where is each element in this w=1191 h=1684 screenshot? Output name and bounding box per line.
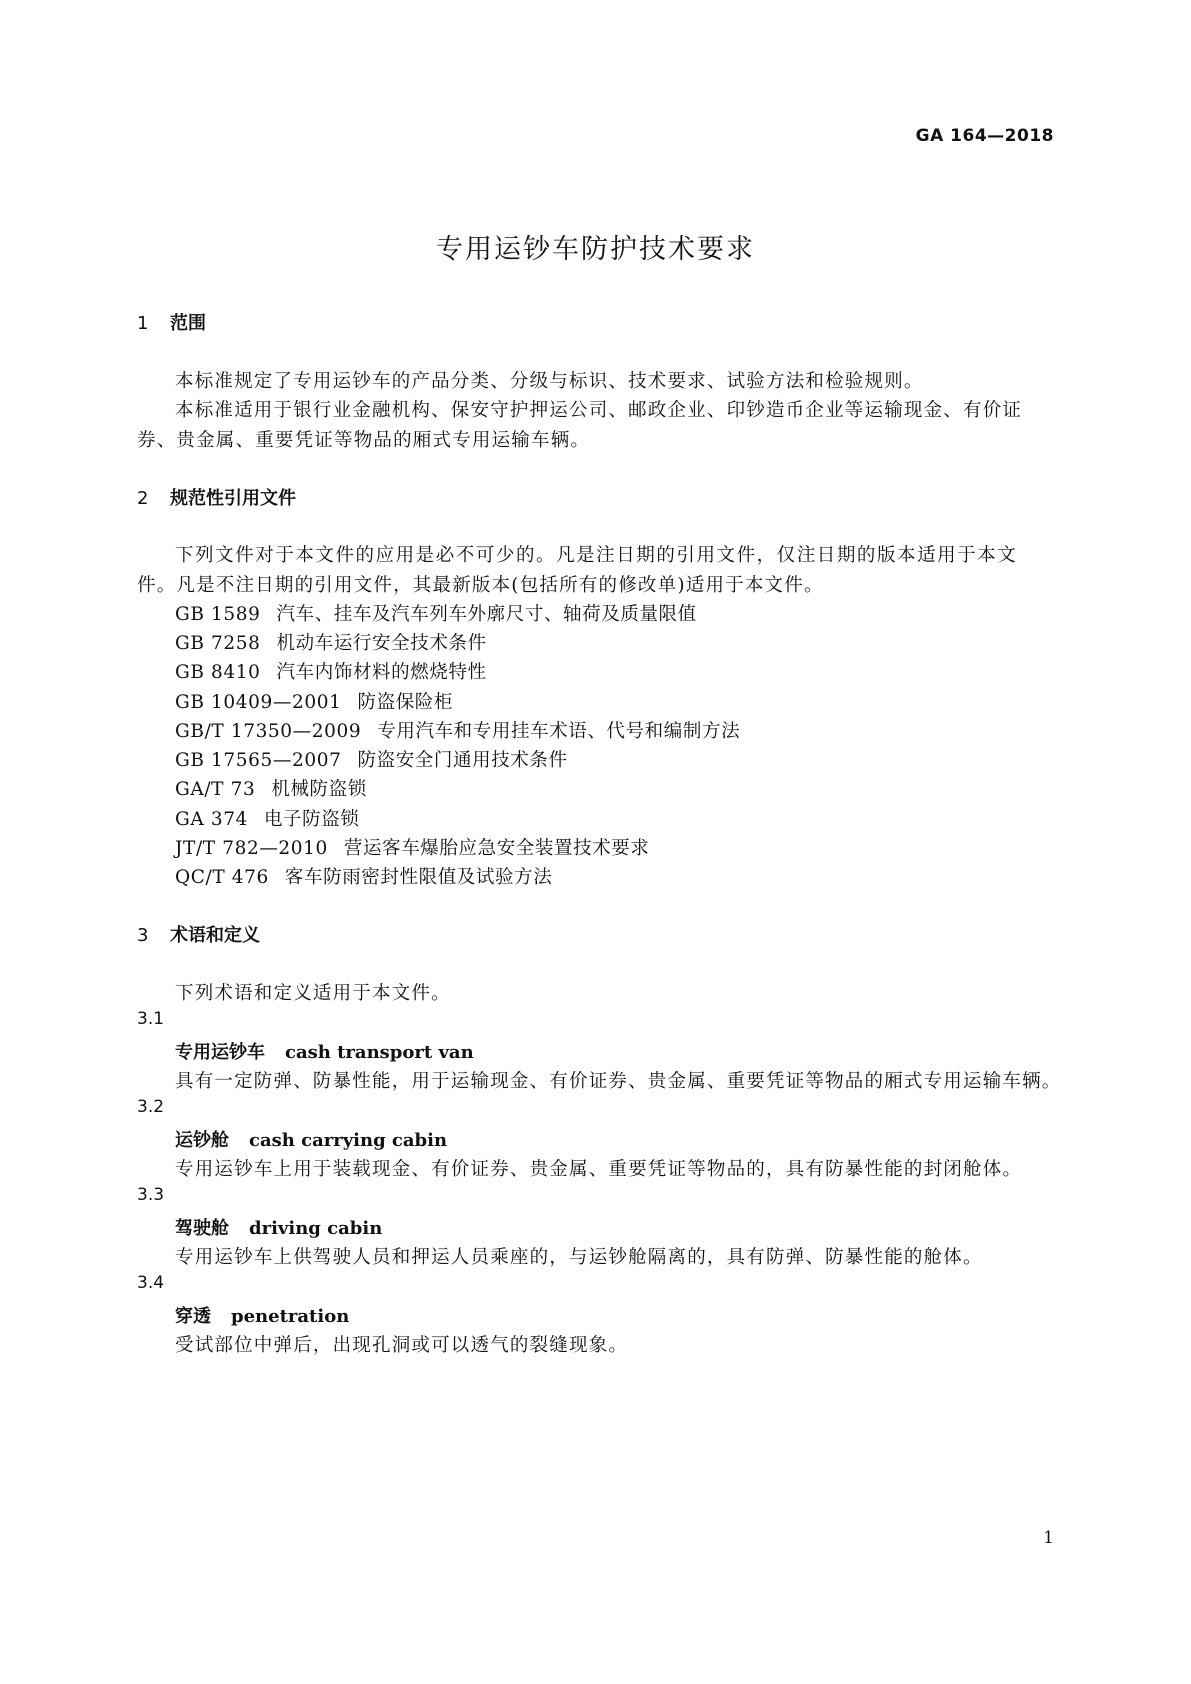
term-number: 3.3 [137, 1185, 165, 1205]
reference-item [175, 805, 359, 831]
term-heading [175, 1038, 474, 1064]
term-zh: 驾驶舱 [175, 1218, 229, 1239]
scope-paragraph-2-line-1: 本标准适用于银行业金融机构、保安守护押运公司、邮政企业、印钞造币企业等运输现金、有价证 [175, 400, 1023, 421]
term-definition: 受试部位中弹后，出现孔洞或可以透气的裂缝现象。 [175, 1335, 629, 1356]
reference-title: 营运客车爆胎应急安全装置技术要求 [343, 838, 650, 859]
term-en: penetration [231, 1306, 350, 1327]
section-title: 规范性引用文件 [170, 488, 296, 509]
document-title: 专用运钞车防护技术要求 [436, 234, 755, 265]
reference-item [175, 775, 367, 801]
reference-title: 电子防盗锁 [263, 809, 360, 830]
reference-title: 防盗安全门通用技术条件 [357, 750, 568, 771]
normative-intro-line-1: 下列文件对于本文件的应用是必不可少的。凡是注日期的引用文件，仅注日期的版本适用于本文 [175, 545, 1017, 566]
reference-title: 机动车运行安全技术条件 [276, 633, 487, 654]
reference-item [175, 600, 697, 626]
reference-item [175, 863, 552, 889]
section-number: 3 [137, 925, 149, 946]
reference-code: GB 7258 [175, 633, 261, 654]
section-title: 范围 [170, 313, 206, 334]
term-en: driving cabin [249, 1218, 383, 1239]
section-2-heading [137, 484, 296, 510]
reference-title: 客车防雨密封性限值及试验方法 [284, 867, 553, 888]
section-number: 1 [137, 313, 149, 334]
reference-title: 机械防盗锁 [271, 779, 367, 800]
term-zh: 专用运钞车 [175, 1042, 265, 1063]
reference-code: GA/T 73 [175, 779, 256, 800]
term-number: 3.1 [137, 1009, 165, 1029]
terms-intro: 下列术语和定义适用于本文件。 [175, 983, 451, 1004]
reference-item [175, 834, 650, 860]
term-heading [175, 1214, 382, 1240]
reference-title: 防盗保险柜 [357, 692, 454, 713]
reference-item [175, 658, 487, 684]
reference-code: JT/T 782—2010 [175, 838, 328, 859]
term-heading [175, 1126, 447, 1152]
reference-code: GB 1589 [175, 604, 261, 625]
scope-paragraph-1: 本标准规定了专用运钞车的产品分类、分级与标识、技术要求、试验方法和检验规则。 [175, 371, 924, 392]
section-title: 术语和定义 [170, 925, 260, 946]
term-zh: 穿透 [175, 1306, 211, 1327]
term-definition: 专用运钞车上供驾驶人员和押运人员乘座的，与运钞舱隔离的，具有防弹、防暴性能的舱体。 [175, 1247, 983, 1268]
reference-item [175, 688, 453, 714]
term-en: cash transport van [285, 1042, 474, 1063]
term-definition: 专用运钞车上用于装载现金、有价证券、贵金属、重要凭证等物品的，具有防暴性能的封闭舱体。 [175, 1159, 1023, 1180]
reference-title: 汽车内饰材料的燃烧特性 [276, 662, 487, 683]
section-1-heading [137, 309, 206, 335]
reference-title: 汽车、挂车及汽车列车外廓尺寸、轴荷及质量限值 [276, 604, 697, 625]
reference-code: GB 10409—2001 [175, 692, 342, 713]
page-number: 1 [1043, 1528, 1054, 1548]
reference-code: GB 8410 [175, 662, 261, 683]
term-definition: 具有一定防弹、防暴性能，用于运输现金、有价证券、贵金属、重要凭证等物品的厢式专用运输车辆。 [175, 1071, 1062, 1092]
term-en: cash carrying cabin [249, 1130, 448, 1151]
section-number: 2 [137, 488, 149, 509]
term-number: 3.2 [137, 1097, 165, 1117]
term-number: 3.4 [137, 1273, 165, 1293]
term-zh: 运钞舱 [175, 1130, 229, 1151]
standard-code: GA 164—2018 [915, 126, 1054, 146]
section-3-heading [137, 921, 260, 947]
reference-code: GA 374 [175, 809, 248, 830]
reference-code: GB/T 17350—2009 [175, 721, 362, 742]
reference-item [175, 629, 487, 655]
reference-code: QC/T 476 [175, 867, 269, 888]
term-heading [175, 1302, 349, 1328]
reference-title: 专用汽车和专用挂车术语、代号和编制方法 [377, 721, 741, 742]
reference-item [175, 717, 740, 743]
reference-code: GB 17565—2007 [175, 750, 342, 771]
scope-paragraph-2-line-2: 券、贵金属、重要凭证等物品的厢式专用运输车辆。 [137, 430, 591, 451]
reference-item [175, 746, 568, 772]
normative-intro-line-2: 件。凡是不注日期的引用文件，其最新版本(包括所有的修改单)适用于本文件。 [137, 575, 824, 596]
